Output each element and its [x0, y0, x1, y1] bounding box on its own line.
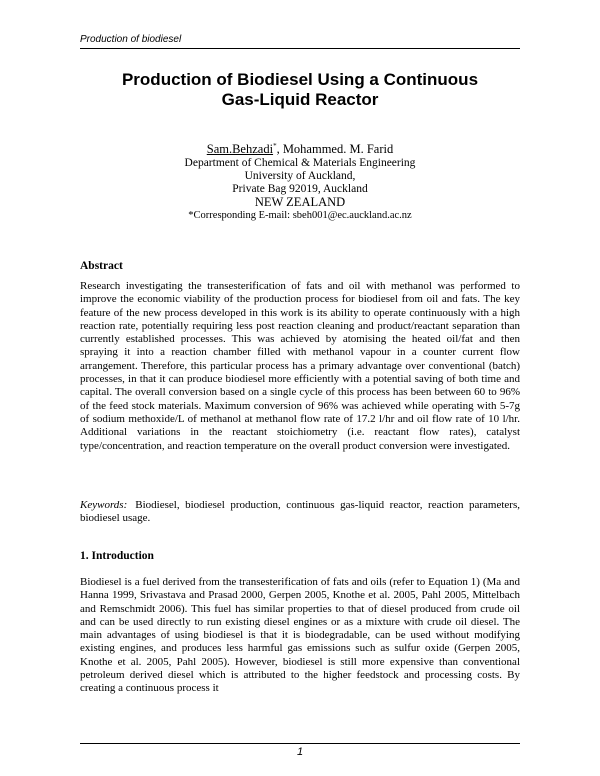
section-heading-introduction: 1. Introduction: [80, 550, 154, 562]
keywords-label: Keywords:: [80, 499, 128, 511]
university: University of Auckland,: [244, 170, 356, 183]
page-number: 1: [296, 746, 304, 758]
title-line-1: Production of Biodiesel Using a Continuous: [121, 70, 479, 89]
abstract-heading: Abstract: [80, 260, 123, 272]
keywords-text: Biodiesel, biodiesel production, continuous gas-liquid reactor, reaction parameters, biodiesel usage.: [80, 499, 520, 525]
country: NEW ZEALAND: [254, 195, 346, 210]
department: Department of Chemical & Materials Engineering: [184, 157, 416, 170]
header-rule: [80, 48, 520, 49]
author-block: [80, 140, 520, 222]
paper-title: [80, 70, 520, 110]
introduction-text: Biodiesel is a fuel derived from the transesterification of fats and oils (refer to Equation 1) (Ma and Hanna 1999, Srivastava and Prasad 2000, Gerpen 2005, Knothe et al. 2005, Pahl 2005, Mittelbach and Remschmidt 2006). This fuel has similar properties to that of diesel produced from crude oil and can be used directly to run existing diesel engines or as a mixture with crude oil diesel. The main advantages of using biodiesel is that it is biodegradable, can be used without modifying existing engines, and produces less harmful gas emissions such as sulfur oxide (Gerpen 2005, Knothe et al. 2005, Pahl 2005). However, biodiesel is still more expensive than conventional petroleum derived diesel which is attributed to the higher feedstock and processing costs. By creating a continuous process it: [80, 576, 520, 695]
keywords: [80, 499, 520, 526]
title-line-2: Gas-Liquid Reactor: [221, 90, 379, 109]
running-head: Production of biodiesel: [80, 34, 182, 45]
address: Private Bag 92019, Auckland: [232, 183, 368, 196]
corresponding-email: *Corresponding E-mail: sbeh001@ec.auckland.ac.nz: [188, 210, 412, 222]
footer-rule: [80, 743, 520, 744]
second-author: , Mohammed. M. Farid: [276, 142, 394, 157]
first-author: Sam.Behzadi: [206, 142, 274, 157]
abstract-text: Research investigating the transesterification of fats and oil with methanol was performed to improve the economic viability of the production process for biodiesel from oil and fats. The key feature of the new process developed in this work is its ability to operate continuously with a high reaction rate, potentially requiring less post reaction cleaning and product/reactant separation than currently established processes. This was achieved by atomising the heated oil/fat and then spraying it into a reaction chamber filled with methanol vapour in a counter current flow arrangement. Therefore, this particular process has a primary advantage over conventional (batch) processes, in that it can produce biodiesel more efficiently with a potential saving of both time and capital. The overall conversion based on a single cycle of this process has been between 60 to 96% of the feed stock materials. Maximum conversion of 96% was achieved while operating with 5-7g of sodium methoxide/L of methanol at methanol flow rate of 17.2 l/hr and oil flow rate of 10 l/hr. Additional variations in the reactant stoichiometry (i.e. reactant flow rates), catalyst type/concentration, and reaction temperature on the overall product conversion were investigated.: [80, 280, 520, 452]
corresponding-mark: *: [273, 142, 277, 150]
author-line: [80, 140, 520, 156]
